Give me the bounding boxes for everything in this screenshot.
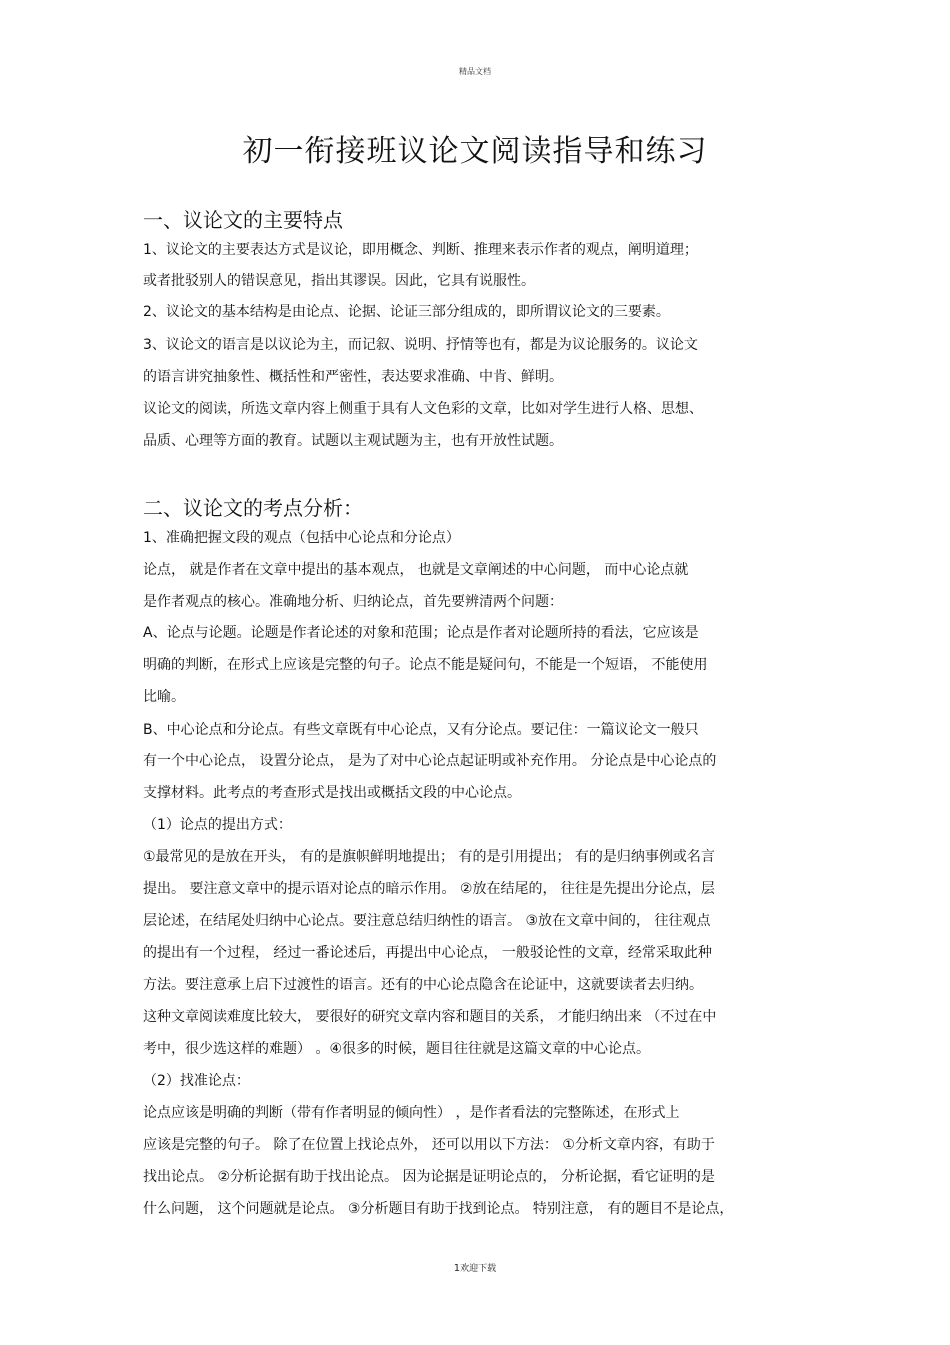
document-title: 初一衔接班议论文阅读指导和练习 bbox=[242, 134, 708, 169]
paragraph-line: 1、议论文的主要表达方式是议论，即用概念、判断、推理来表示作者的观点，阐明道理； bbox=[143, 242, 698, 258]
paragraph-line: 的语言讲究抽象性、概括性和严密性，表达要求准确、中肯、鲜明。 bbox=[143, 369, 563, 385]
paragraph-line: 比喻。 bbox=[143, 689, 185, 705]
paragraph-line: 是作者观点的核心。准确地分析、归纳论点，首先要辨清两个问题： bbox=[143, 594, 563, 610]
paragraph-line: 2、议论文的基本结构是由论点、论据、论证三部分组成的，即所谓议论文的三要素。 bbox=[143, 304, 670, 320]
paragraph-line: 找出论点。 ②分析论据有助于找出论点。 因为论据是证明论点的， 分析论据，看它证明的是 bbox=[143, 1169, 715, 1185]
paragraph-line: 考中，很少选这样的难题） 。④很多的时候，题目往往就是这篇文章的中心论点。 bbox=[143, 1041, 650, 1057]
paragraph-line: 应该是完整的句子。 除了在位置上找论点外， 还可以用以下方法： ①分析文章内容，有助于 bbox=[143, 1137, 715, 1153]
paragraph-line: 3、议论文的语言是以议论为主，而记叙、说明、抒情等也有，都是为议论服务的。议论文 bbox=[143, 337, 698, 353]
paragraph-line: 论点， 就是作者在文章中提出的基本观点， 也就是文章阐述的中心问题， 而中心论点就 bbox=[143, 562, 689, 578]
paragraph-line: 这种文章阅读难度比较大， 要很好的研究文章内容和题目的关系， 才能归纳出来 （不过在中 bbox=[143, 1009, 717, 1025]
section-1-heading: 一、议论文的主要特点 bbox=[143, 208, 343, 232]
paragraph-line: 1、准确把握文段的观点（包括中心论点和分论点） bbox=[143, 530, 460, 546]
paragraph-line: 议论文的阅读，所选文章内容上侧重于具有人文色彩的文章，比如对学生进行人格、思想、 bbox=[143, 401, 703, 417]
page-footer bbox=[0, 1261, 950, 1274]
paragraph-line: 论点应该是明确的判断（带有作者明显的倾向性） ，是作者看法的完整陈述，在形式上 bbox=[143, 1105, 680, 1121]
paragraph-line: 支撑材料。此考点的考查形式是找出或概括文段的中心论点。 bbox=[143, 785, 521, 801]
paragraph-line: 层论述，在结尾处归纳中心论点。要注意总结归纳性的语言。 ③放在文章中间的， 往往观点 bbox=[143, 913, 711, 929]
paragraph-line: 有一个中心论点， 设置分论点， 是为了对中心论点起证明或补充作用。 分论点是中心论点的 bbox=[143, 753, 717, 769]
page-header-mark: 精品文档 bbox=[459, 67, 491, 76]
paragraph-line: B、中心论点和分论点。有些文章既有中心论点，又有分论点。要记住：一篇议论文一般只 bbox=[143, 722, 699, 738]
page-number: 1 bbox=[453, 1263, 461, 1274]
paragraph-line: 的提出有一个过程， 经过一番论述后，再提出中心论点， 一般驳论性的文章，经常采取此种 bbox=[143, 945, 712, 961]
paragraph-line: 方法。要注意承上启下过渡性的语言。还有的中心论点隐含在论证中，这就要读者去归纳。 bbox=[143, 977, 703, 993]
paragraph-line: 什么问题， 这个问题就是论点。 ③分析题目有助于找到论点。 特别注意， 有的题目不是论点， bbox=[143, 1201, 734, 1217]
paragraph-line: A、论点与论题。论题是作者论述的对象和范围；论点是作者对论题所持的看法，它应该是 bbox=[143, 625, 699, 641]
paragraph-line: ①最常见的是放在开头， 有的是旗帜鲜明地提出； 有的是引用提出； 有的是归纳事例或名言 bbox=[143, 849, 715, 865]
paragraph-line: 或者批驳别人的错误意见，指出其谬误。因此，它具有说服性。 bbox=[143, 273, 535, 289]
paragraph-line: 提出。 要注意文章中的提示语对论点的暗示作用。 ②放在结尾的， 往往是先提出分论点，层 bbox=[143, 881, 715, 897]
paragraph-line: （2）找准论点： bbox=[143, 1073, 250, 1089]
paragraph-line: （1）论点的提出方式： bbox=[143, 817, 292, 833]
paragraph-line: 品质、心理等方面的教育。试题以主观试题为主，也有开放性试题。 bbox=[143, 433, 563, 449]
section-2-heading: 二、议论文的考点分析： bbox=[143, 496, 363, 520]
footer-text: 欢迎下载 bbox=[460, 1264, 497, 1274]
paragraph-line: 明确的判断，在形式上应该是完整的句子。论点不能是疑问句，不能是一个短语， 不能使用 bbox=[143, 657, 708, 673]
